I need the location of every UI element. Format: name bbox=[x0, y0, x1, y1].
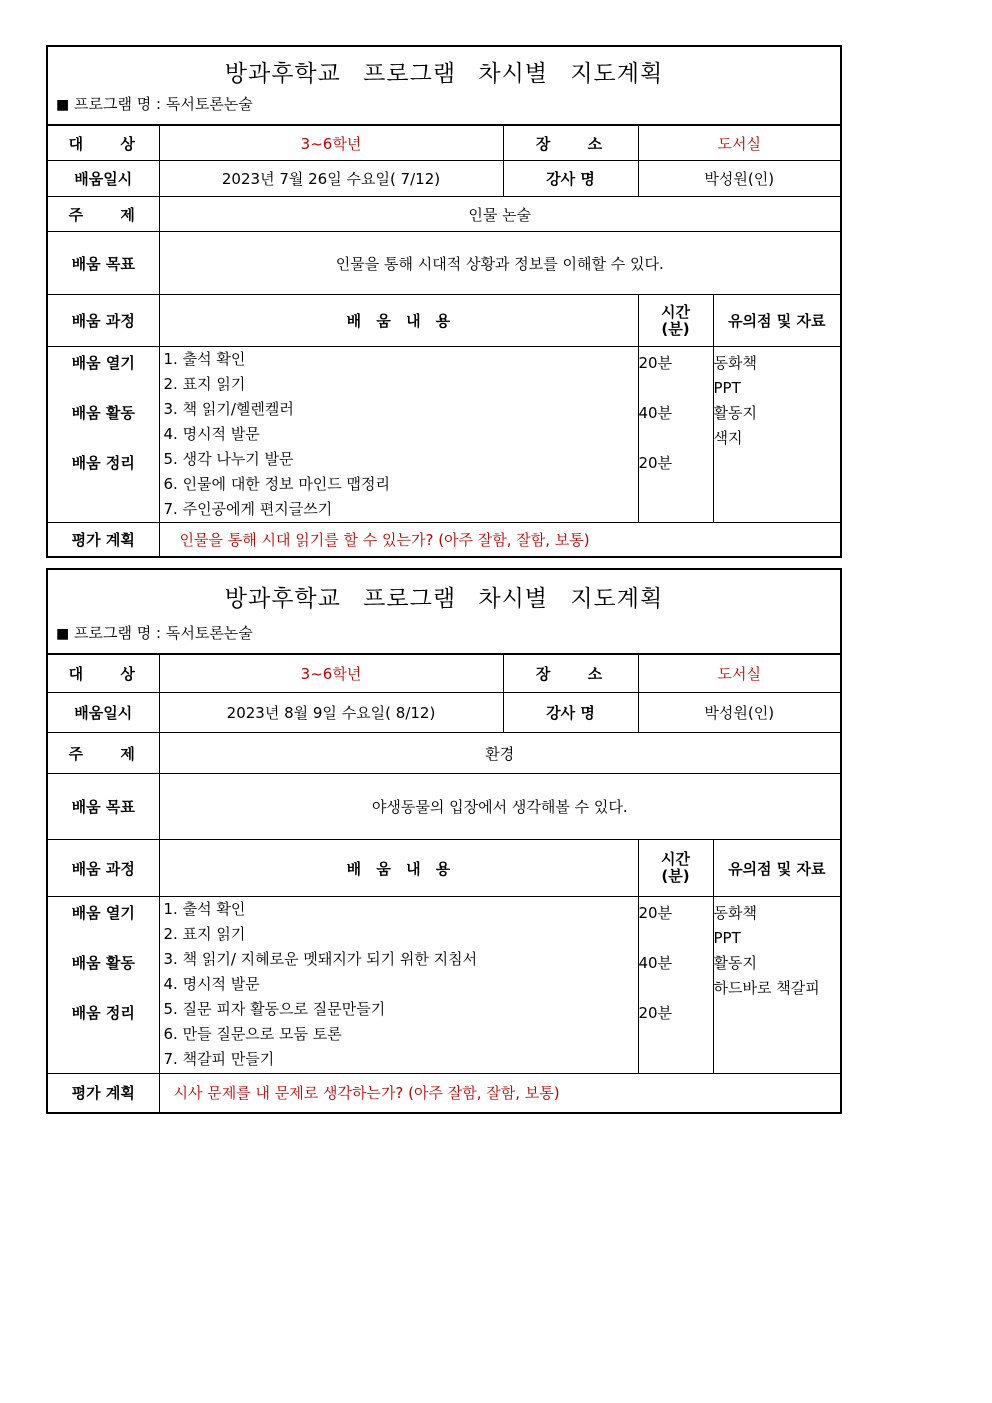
content-header: 배 움 내 용 bbox=[159, 295, 638, 347]
topic-value: 인물 논술 bbox=[159, 197, 840, 232]
phase-column bbox=[48, 347, 159, 523]
phase-column bbox=[48, 897, 159, 1074]
phase-item: 배움 활동 bbox=[71, 954, 135, 972]
content-line: 7. 책갈피 만들기 bbox=[163, 1050, 275, 1068]
plan-table bbox=[48, 125, 840, 557]
target-value: 3~6학년 bbox=[159, 126, 503, 161]
content-column bbox=[159, 347, 638, 523]
instructor-label: 강사 명 bbox=[503, 693, 638, 733]
content-line: 7. 주인공에게 편지글쓰기 bbox=[163, 500, 333, 518]
time-header-line-2: (분) bbox=[661, 867, 690, 885]
place-label: 장 소 bbox=[503, 126, 638, 161]
topic-label: 주 제 bbox=[48, 733, 159, 774]
program-name: 독서토론논술 bbox=[165, 95, 253, 113]
content-line: 4. 명시적 발문 bbox=[163, 425, 260, 443]
material-item: PPT bbox=[713, 929, 741, 947]
plan-title: 방과후학교 프로그램 차시별 지도계획 bbox=[224, 61, 664, 87]
content-line: 6. 만들 질문으로 모둠 토론 bbox=[163, 1025, 342, 1043]
square-bullet-icon: ■ bbox=[56, 97, 70, 113]
time-column bbox=[638, 347, 713, 523]
date-label: 배움일시 bbox=[48, 693, 159, 733]
time-header-line-1: 시간 bbox=[661, 302, 690, 321]
content-line: 2. 표지 읽기 bbox=[163, 925, 246, 943]
content-line: 6. 인물에 대한 정보 마인드 맵정리 bbox=[163, 475, 391, 493]
program-name: 독서토론논술 bbox=[165, 624, 253, 642]
eval-value: 시사 문제를 내 문제로 생각하는가? (아주 잘함, 잘함, 보통) bbox=[159, 1074, 840, 1112]
place-label: 장 소 bbox=[503, 655, 638, 693]
program-row bbox=[48, 87, 840, 125]
material-item: 동화책 bbox=[713, 354, 757, 372]
content-line: 1. 출석 확인 bbox=[163, 350, 246, 368]
date-value: 2023년 8월 9일 수요일( 8/12) bbox=[159, 693, 503, 733]
material-item: 활동지 bbox=[713, 404, 757, 422]
eval-value: 인물을 통해 시대 읽기를 할 수 있는가? (아주 잘함, 잘함, 보통) bbox=[159, 523, 840, 557]
materials-column bbox=[713, 347, 840, 523]
material-item: PPT bbox=[713, 379, 741, 397]
instructor-label: 강사 명 bbox=[503, 161, 638, 197]
content-line: 5. 질문 피자 활동으로 질문만들기 bbox=[163, 1000, 386, 1018]
program-label: 프로그램 명 : bbox=[74, 624, 162, 642]
eval-label: 평가 계획 bbox=[48, 523, 159, 557]
content-line: 5. 생각 나누기 발문 bbox=[163, 450, 294, 468]
phase-item: 배움 정리 bbox=[71, 454, 135, 472]
material-item: 색지 bbox=[713, 429, 743, 447]
material-item: 동화책 bbox=[713, 904, 757, 922]
content-line: 3. 책 읽기/ 지혜로운 멧돼지가 되기 위한 지침서 bbox=[163, 950, 478, 968]
instructor-value: 박성원(인) bbox=[638, 161, 840, 197]
place-value: 도서실 bbox=[638, 655, 840, 693]
goal-value: 야생동물의 입장에서 생각해볼 수 있다. bbox=[159, 774, 840, 840]
date-value: 2023년 7월 26일 수요일( 7/12) bbox=[159, 161, 503, 197]
time-item: 20분 bbox=[638, 1004, 673, 1022]
time-column bbox=[638, 897, 713, 1074]
target-value: 3~6학년 bbox=[159, 655, 503, 693]
program-label: 프로그램 명 : bbox=[74, 95, 162, 113]
content-line: 3. 책 읽기/헬렌켈러 bbox=[163, 400, 294, 418]
time-item: 40분 bbox=[638, 404, 673, 422]
topic-value: 환경 bbox=[159, 733, 840, 774]
time-item: 40분 bbox=[638, 954, 673, 972]
topic-label: 주 제 bbox=[48, 197, 159, 232]
time-item: 20분 bbox=[638, 454, 673, 472]
date-label: 배움일시 bbox=[48, 161, 159, 197]
time-item: 20분 bbox=[638, 354, 673, 372]
materials-column bbox=[713, 897, 840, 1074]
phase-item: 배움 정리 bbox=[71, 1004, 135, 1022]
goal-label: 배움 목표 bbox=[48, 774, 159, 840]
program-row bbox=[48, 616, 840, 654]
content-line: 2. 표지 읽기 bbox=[163, 375, 246, 393]
plan-table bbox=[48, 654, 840, 1112]
time-header-line-1: 시간 bbox=[661, 850, 690, 868]
phase-item: 배움 활동 bbox=[71, 404, 135, 422]
content-column bbox=[159, 897, 638, 1074]
lesson-plan-2 bbox=[46, 568, 842, 1114]
time-item: 20분 bbox=[638, 904, 673, 922]
process-label: 배움 과정 bbox=[48, 295, 159, 347]
plan-title: 방과후학교 프로그램 차시별 지도계획 bbox=[224, 586, 664, 612]
lesson-plan-1 bbox=[46, 45, 842, 558]
materials-header: 유의점 및 자료 bbox=[713, 840, 840, 897]
time-header bbox=[638, 295, 713, 347]
content-header: 배 움 내 용 bbox=[159, 840, 638, 897]
content-line: 1. 출석 확인 bbox=[163, 900, 246, 918]
materials-header: 유의점 및 자료 bbox=[713, 295, 840, 347]
target-label: 대 상 bbox=[48, 126, 159, 161]
target-label: 대 상 bbox=[48, 655, 159, 693]
time-header-line-2: (분) bbox=[661, 319, 690, 338]
phase-item: 배움 열기 bbox=[71, 354, 135, 372]
goal-value: 인물을 통해 시대적 상황과 정보를 이해할 수 있다. bbox=[159, 232, 840, 295]
place-value: 도서실 bbox=[638, 126, 840, 161]
process-label: 배움 과정 bbox=[48, 840, 159, 897]
goal-label: 배움 목표 bbox=[48, 232, 159, 295]
instructor-value: 박성원(인) bbox=[638, 693, 840, 733]
square-bullet-icon: ■ bbox=[56, 626, 70, 642]
phase-item: 배움 열기 bbox=[71, 904, 135, 922]
material-item: 하드바로 책갈피 bbox=[713, 979, 820, 997]
material-item: 활동지 bbox=[713, 954, 757, 972]
eval-label: 평가 계획 bbox=[48, 1074, 159, 1112]
content-line: 4. 명시적 발문 bbox=[163, 975, 260, 993]
time-header bbox=[638, 840, 713, 897]
